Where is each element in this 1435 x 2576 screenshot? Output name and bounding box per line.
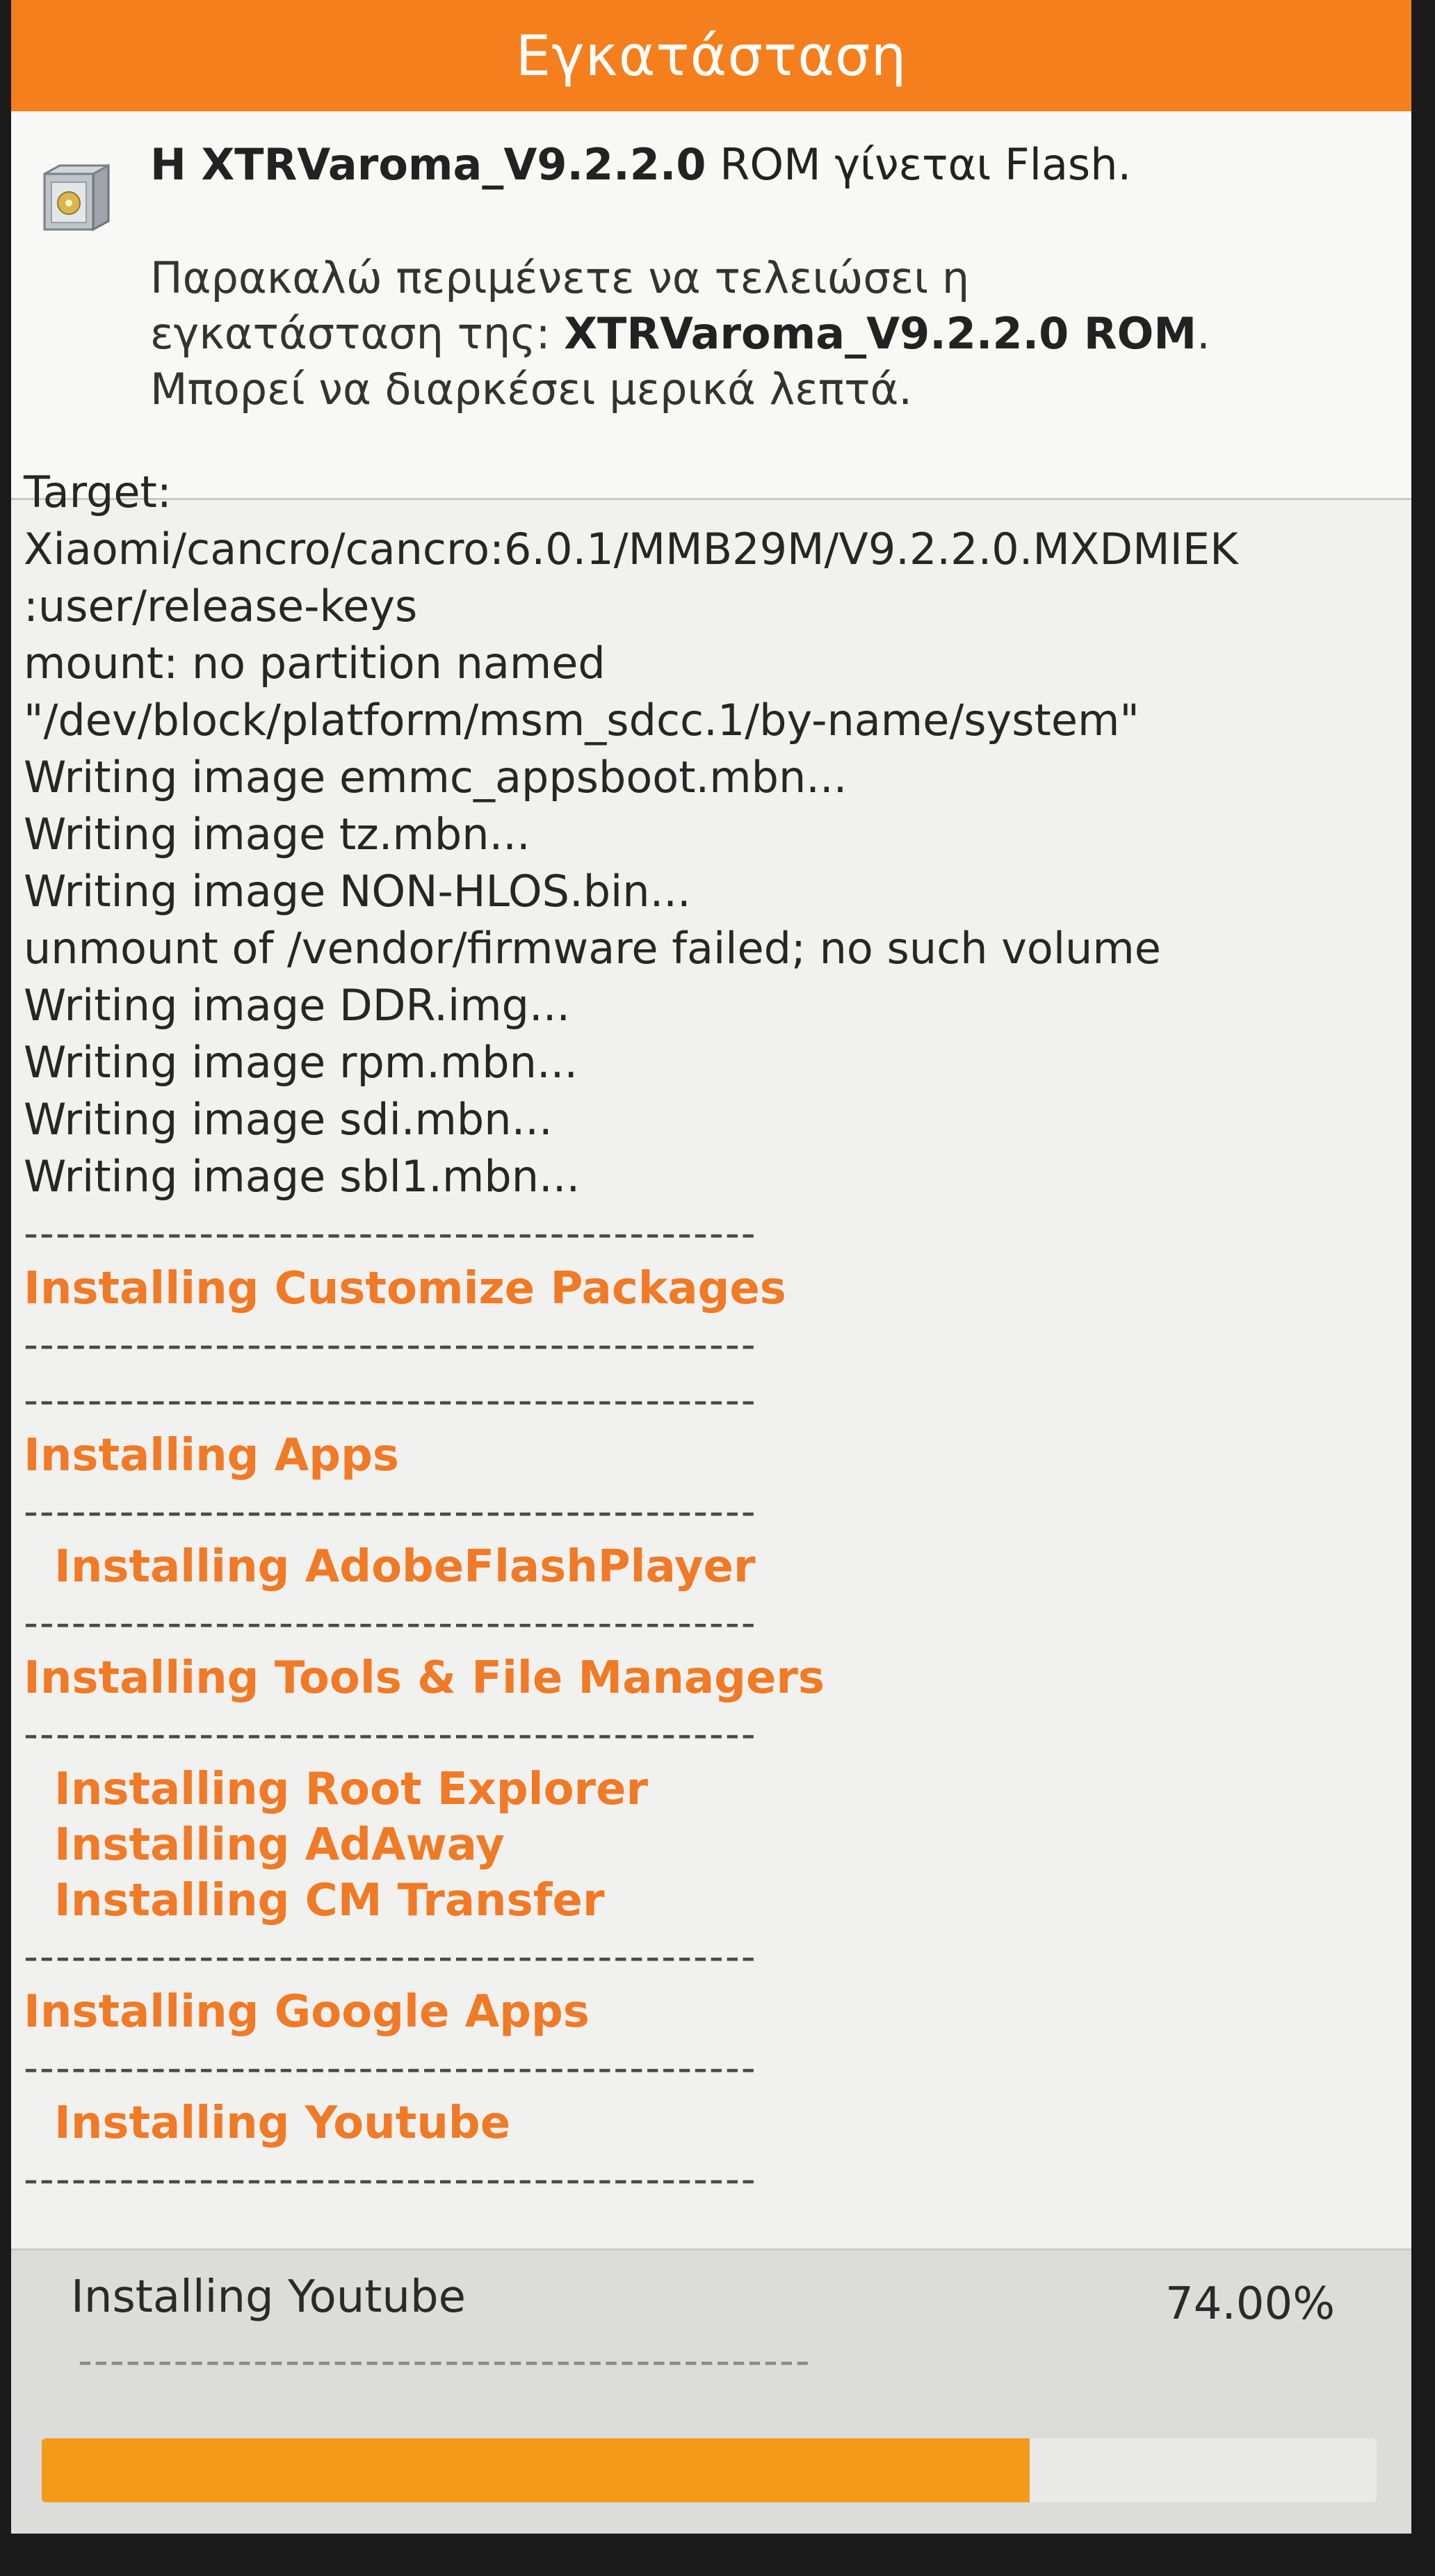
install-title-rest: ROM γίνεται Flash.	[706, 139, 1132, 190]
log-install-item: Installing AdAway	[54, 1819, 505, 1871]
log-lines	[24, 464, 1238, 2207]
log-install-item: Installing CM Transfer	[54, 1875, 605, 1926]
log-separator: ----------------------------------------------	[24, 1710, 757, 1757]
log-line: Target:	[24, 467, 172, 517]
log-line: Xiaomi/cancro/cancro:6.0.1/MMB29M/V9.2.2.0.MXDMIEK	[24, 524, 1238, 574]
log-line: "/dev/block/platform/msm_sdcc.1/by-name/system"	[24, 695, 1140, 746]
log-install-item: Installing Youtube	[54, 2098, 511, 2149]
title-bar	[11, 0, 1411, 111]
log-install-item: Installing Root Explorer	[54, 1764, 649, 1815]
progress-percent: 74.00%	[1165, 2278, 1335, 2330]
install-header	[11, 111, 1411, 500]
footer-separator: ----------------------------------------------	[78, 2337, 811, 2384]
install-title	[150, 139, 1131, 190]
log-install-item: Installing AdobeFlashPlayer	[54, 1541, 756, 1593]
log-line: Writing image sbl1.mbn...	[24, 1151, 581, 1202]
install-message	[150, 250, 1210, 417]
log-section-heading: Installing Tools & File Managers	[24, 1652, 825, 1704]
log-line: Writing image sdi.mbn...	[24, 1094, 553, 1145]
log-separator: ----------------------------------------------	[24, 2044, 757, 2091]
log-section-heading: Installing Apps	[24, 1430, 399, 1481]
log-separator: ----------------------------------------------	[24, 2155, 757, 2203]
progress-bar-fill	[42, 2438, 1030, 2502]
progress-status: Installing Youtube	[71, 2271, 466, 2323]
install-log[interactable]	[11, 467, 1411, 2248]
installer-box-icon	[32, 153, 122, 243]
log-separator: ----------------------------------------------	[24, 1933, 757, 1980]
rom-name: H XTRVaroma_V9.2.2.0	[150, 139, 706, 190]
log-separator: ----------------------------------------------	[24, 1321, 757, 1368]
progress-footer	[11, 2248, 1411, 2534]
message-line-2	[150, 306, 1210, 362]
log-separator: ----------------------------------------------	[24, 1599, 757, 1646]
message-rom-name: XTRVaroma_V9.2.2.0 ROM	[564, 308, 1197, 359]
log-line: Writing image DDR.img...	[24, 980, 571, 1031]
log-separator: ----------------------------------------------	[24, 1376, 757, 1424]
log-section-heading: Installing Google Apps	[24, 1986, 590, 2038]
log-line: mount: no partition named	[24, 638, 606, 689]
installer-screen	[11, 0, 1411, 2531]
log-line: Writing image NON-HLOS.bin...	[24, 866, 691, 917]
log-line: Writing image rpm.mbn...	[24, 1037, 578, 1088]
log-line: Writing image emmc_appsboot.mbn...	[24, 752, 848, 803]
log-separator: ----------------------------------------------	[24, 1209, 757, 1257]
message-line-1: Παρακαλώ περιμένετε να τελειώσει η	[150, 252, 970, 303]
progress-bar	[42, 2438, 1377, 2502]
log-line: :user/release-keys	[24, 581, 418, 631]
log-line: Writing image tz.mbn...	[24, 809, 530, 860]
message-line-2-suffix: .	[1197, 308, 1210, 359]
message-line-3: Μπορεί να διαρκέσει μερικά λεπτά.	[150, 364, 913, 414]
message-line-2-prefix: εγκατάσταση της:	[150, 308, 565, 359]
window-title: Εγκατάσταση	[515, 23, 907, 88]
log-section-heading: Installing Customize Packages	[24, 1263, 786, 1314]
log-separator: ----------------------------------------------	[24, 1488, 757, 1535]
log-line: unmount of /vendor/firmware failed; no such volume	[24, 923, 1161, 974]
